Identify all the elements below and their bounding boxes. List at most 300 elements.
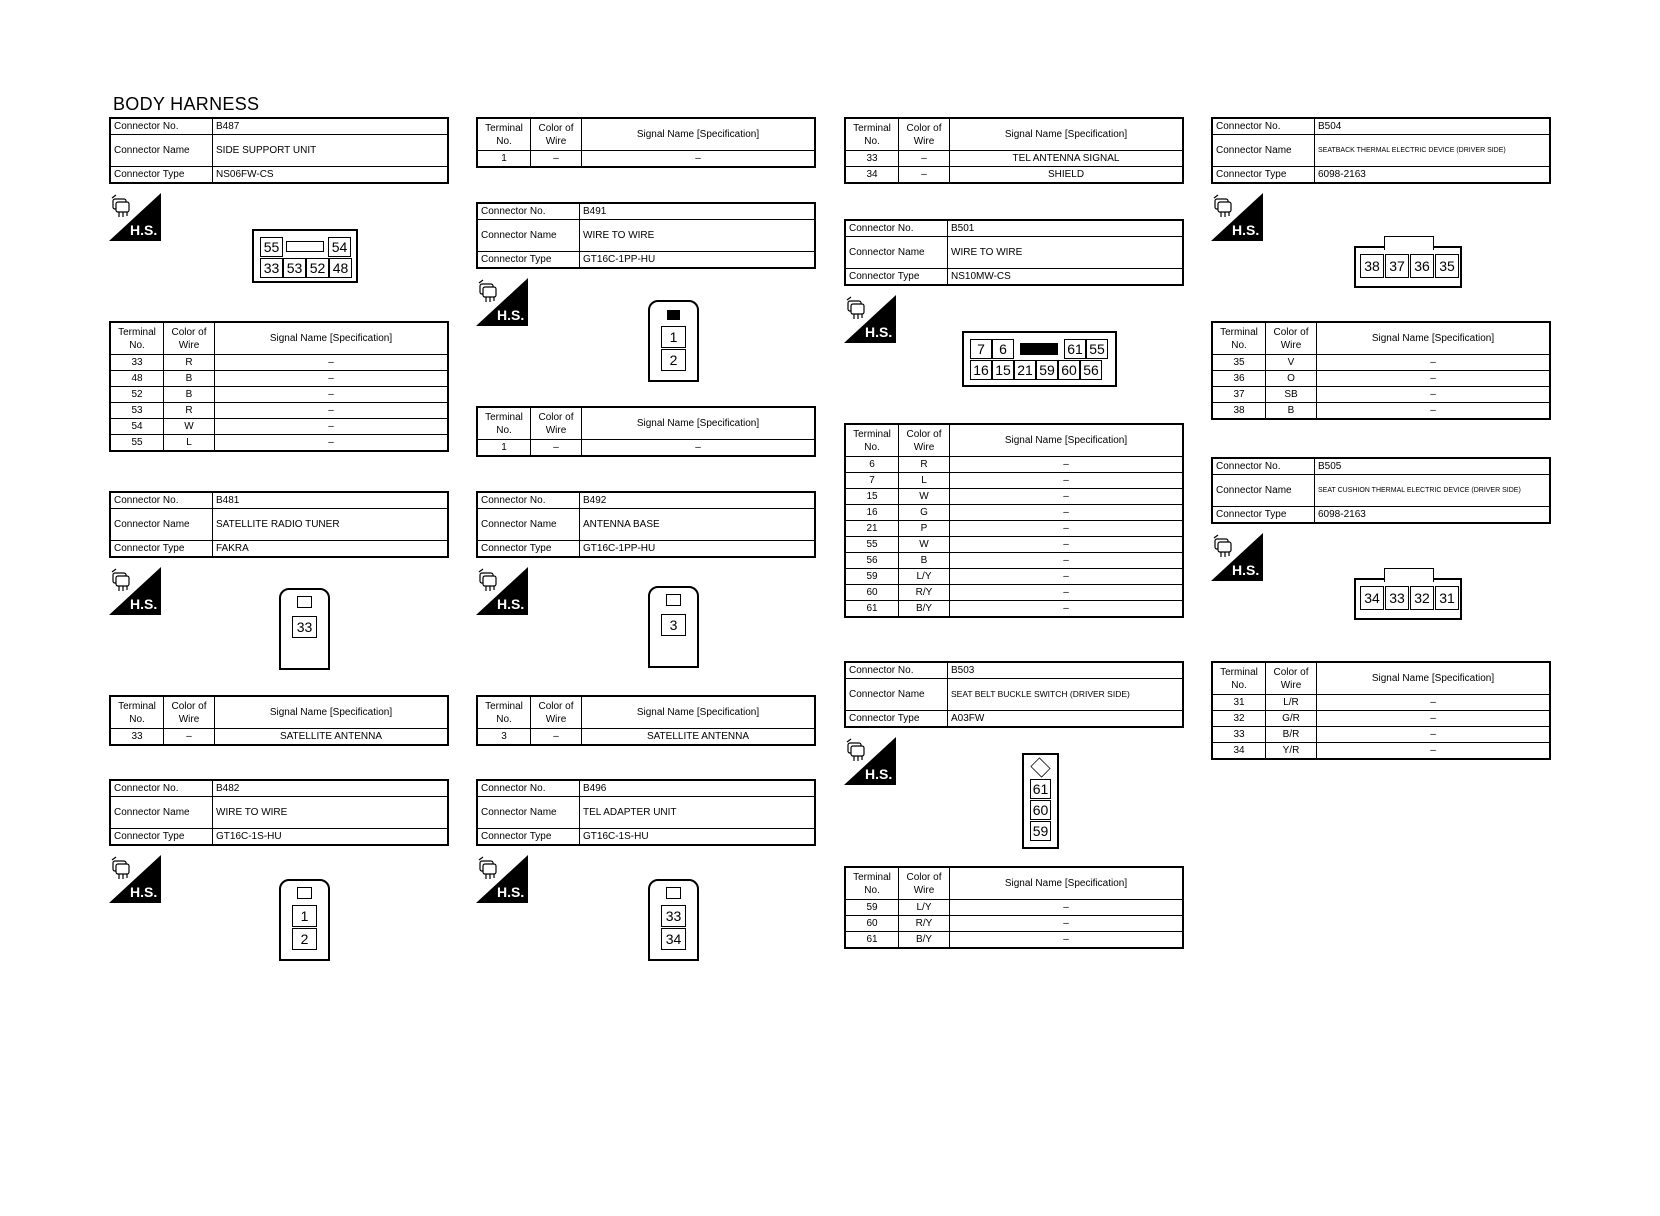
pin: 33 [1385,586,1409,610]
value: B487 [213,118,449,135]
value: B503 [948,662,1184,679]
header-signal: Signal Name [Specification] [582,407,816,440]
signal-name: – [950,932,1184,949]
header-signal: Signal Name [Specification] [215,696,449,729]
wire-color: P [899,521,950,537]
table-row [477,151,815,168]
value: NS10MW-CS [948,269,1184,286]
terminal-no: 60 [845,585,899,601]
terminal-no: 52 [110,387,164,403]
terminal-no: 55 [110,435,164,452]
terminal-no: 15 [845,489,899,505]
pin: 35 [1435,254,1459,278]
label: Connector No. [845,220,948,237]
wire-color: – [531,440,582,457]
signal-name: – [1317,743,1551,760]
pin: 7 [970,339,992,359]
pin: 48 [329,258,352,278]
connector-info-b504 [1211,117,1551,184]
pin: 54 [328,237,351,257]
wire-color: L [899,473,950,489]
terminal-no: 61 [845,932,899,949]
terminal-no: 61 [845,601,899,618]
connector-info-b503 [844,661,1184,728]
table-row [845,457,1183,473]
wire-color: Y/R [1266,743,1317,760]
label: Connector Name [845,237,948,269]
harness-side-icon [109,567,161,615]
wire-color: – [899,151,950,167]
signal-name: – [950,916,1184,932]
harness-side-icon [1211,193,1263,241]
label: Connector No. [845,662,948,679]
signal-name: – [950,900,1184,916]
table-row [110,435,448,452]
table-row [1212,387,1550,403]
header-color: Color of Wire [899,867,950,900]
signal-name: – [215,419,449,435]
wire-color: V [1266,355,1317,371]
terminal-no: 48 [110,371,164,387]
table-row [845,916,1183,932]
label: Connector Type [477,252,580,269]
wire-color: B [164,371,215,387]
pin: 34 [661,928,686,950]
key [667,310,680,320]
table-row [845,537,1183,553]
hs-label: H.S. [1232,562,1260,578]
value: SEAT CUSHION THERMAL ELECTRIC DEVICE (DRIVER SIDE) [1315,475,1551,507]
connector-info-b492 [476,491,816,558]
table-row [110,355,448,371]
pin: 59 [1030,821,1051,841]
header-terminal: Terminal No. [845,118,899,151]
table-row [110,387,448,403]
signal-name: SATELLITE ANTENNA [215,729,449,746]
wire-color: L [164,435,215,452]
wire-color: R/Y [899,585,950,601]
table-row [1212,355,1550,371]
header-signal: Signal Name [Specification] [1317,322,1551,355]
table-row [110,729,448,746]
label: Connector Name [477,220,580,252]
terminal-table-b497 [844,117,1184,184]
table-row [845,167,1183,184]
table-row [110,403,448,419]
label: Connector No. [110,780,213,797]
pin: 61 [1030,779,1051,799]
hs-label: H.S. [497,884,525,900]
label: Connector Name [845,679,948,711]
header-terminal: Terminal No. [845,867,899,900]
table-row [845,569,1183,585]
connector-face-b481 [279,588,330,670]
pin: 55 [260,237,283,257]
value: B501 [948,220,1184,237]
header-color: Color of Wire [899,424,950,457]
label: Connector Type [1212,167,1315,184]
harness-side-icon [844,295,896,343]
terminal-no: 3 [477,729,531,746]
header-color: Color of Wire [164,322,215,355]
signal-name: – [1317,387,1551,403]
label: Connector Name [110,509,213,541]
pin: 1 [292,905,317,927]
wire-color: – [899,167,950,184]
header-color: Color of Wire [164,696,215,729]
signal-name: – [215,403,449,419]
header-signal: Signal Name [Specification] [582,696,816,729]
table-row [845,505,1183,521]
header-signal: Signal Name [Specification] [582,118,816,151]
label: Connector Type [477,829,580,846]
header-terminal: Terminal No. [110,696,164,729]
signal-name: – [215,355,449,371]
wire-color: – [164,729,215,746]
terminal-table-b491 [476,406,816,457]
signal-name: – [1317,711,1551,727]
table-row [110,371,448,387]
table-row [845,932,1183,949]
terminal-table-b492 [476,695,816,746]
value: TEL ADAPTER UNIT [580,797,816,829]
terminal-table-b487 [109,321,449,452]
pin: 37 [1385,254,1409,278]
table-row [845,151,1183,167]
label: Connector No. [477,203,580,220]
value: B481 [213,492,449,509]
value: SEAT BELT BUCKLE SWITCH (DRIVER SIDE) [948,679,1184,711]
signal-name: – [215,435,449,452]
pin: 60 [1030,800,1051,820]
label: Connector Type [110,541,213,558]
label: Connector Name [110,797,213,829]
connector-face-b482 [279,879,330,961]
label: Connector Name [477,797,580,829]
connector-face-b492 [648,586,699,668]
value: B504 [1315,118,1551,135]
signal-name: – [1317,727,1551,743]
table-row [845,521,1183,537]
connector-face-b505 [1354,578,1462,620]
terminal-no: 32 [1212,711,1266,727]
wire-color: B/Y [899,601,950,618]
signal-name: – [950,457,1184,473]
value: WIRE TO WIRE [948,237,1184,269]
terminal-no: 53 [110,403,164,419]
pin: 6 [992,339,1014,359]
latch [286,241,324,252]
key [297,887,312,899]
wire-color: W [899,537,950,553]
table-row [1212,711,1550,727]
label: Connector No. [1212,118,1315,135]
value: SIDE SUPPORT UNIT [213,135,449,167]
terminal-no: 7 [845,473,899,489]
key [666,887,681,899]
terminal-table-b501 [844,423,1184,618]
hs-label: H.S. [1232,222,1260,238]
signal-name: – [1317,355,1551,371]
pin: 36 [1410,254,1434,278]
connector-info-b487 [109,117,449,184]
terminal-no: 31 [1212,695,1266,711]
value: B492 [580,492,816,509]
value: SEATBACK THERMAL ELECTRIC DEVICE (DRIVER SIDE) [1315,135,1551,167]
signal-name: TEL ANTENNA SIGNAL [950,151,1184,167]
pin: 33 [260,258,283,278]
harness-side-icon [476,855,528,903]
key [1020,343,1058,355]
table-row [1212,743,1550,760]
pin: 52 [306,258,329,278]
label: Connector No. [110,118,213,135]
label: Connector Type [845,269,948,286]
signal-name: – [950,489,1184,505]
pin: 56 [1080,360,1102,380]
terminal-no: 56 [845,553,899,569]
pin: 53 [283,258,306,278]
key [666,594,681,606]
terminal-no: 60 [845,916,899,932]
value: 6098-2163 [1315,507,1551,524]
connector-info-b482 [109,779,449,846]
label: Connector Name [1212,135,1315,167]
wire-color: SB [1266,387,1317,403]
wire-color: O [1266,371,1317,387]
signal-name: – [950,521,1184,537]
signal-name: SHIELD [950,167,1184,184]
terminal-no: 37 [1212,387,1266,403]
connector-face-b487 [252,229,358,283]
label: Connector No. [477,780,580,797]
header-color: Color of Wire [531,407,582,440]
signal-name: – [950,553,1184,569]
hs-label: H.S. [497,596,525,612]
header-terminal: Terminal No. [477,407,531,440]
pin: 61 [1064,339,1086,359]
label: Connector No. [477,492,580,509]
table-row [1212,695,1550,711]
terminal-no: 21 [845,521,899,537]
wire-color: G/R [1266,711,1317,727]
header-terminal: Terminal No. [477,118,531,151]
terminal-no: 1 [477,151,531,168]
pin: 3 [661,614,686,636]
table-row [845,900,1183,916]
wire-color: G [899,505,950,521]
label: Connector No. [110,492,213,509]
header-color: Color of Wire [899,118,950,151]
label: Connector Type [1212,507,1315,524]
hs-label: H.S. [865,324,893,340]
hs-label: H.S. [497,307,525,323]
connector-face-b496 [648,879,699,961]
harness-side-icon [476,278,528,326]
terminal-no: 38 [1212,403,1266,420]
value: GT16C-1PP-HU [580,252,816,269]
signal-name: – [950,537,1184,553]
table-row [477,440,815,457]
connector-face-b503 [1022,753,1059,849]
label: Connector Name [477,509,580,541]
signal-name: SATELLITE ANTENNA [582,729,816,746]
pin: 59 [1036,360,1058,380]
wire-color: L/R [1266,695,1317,711]
hs-label: H.S. [130,222,158,238]
value: SATELLITE RADIO TUNER [213,509,449,541]
signal-name: – [215,387,449,403]
label: Connector No. [1212,458,1315,475]
terminal-no: 34 [845,167,899,184]
terminal-no: 59 [845,900,899,916]
key [297,596,312,608]
value: B482 [213,780,449,797]
pin: 1 [661,326,686,348]
pin: 32 [1410,586,1434,610]
terminal-table-b483 [476,117,816,168]
header-signal: Signal Name [Specification] [950,424,1184,457]
terminal-no: 33 [110,729,164,746]
signal-name: – [582,440,816,457]
pin: 31 [1435,586,1459,610]
signal-name: – [215,371,449,387]
terminal-no: 54 [110,419,164,435]
hs-label: H.S. [865,766,893,782]
table-row [110,419,448,435]
harness-side-icon [476,567,528,615]
header-color: Color of Wire [1266,662,1317,695]
terminal-no: 1 [477,440,531,457]
terminal-no: 55 [845,537,899,553]
wire-color: L/Y [899,569,950,585]
wire-color: R/Y [899,916,950,932]
header-signal: Signal Name [Specification] [215,322,449,355]
terminal-table-b503 [844,866,1184,949]
terminal-table-b505 [1211,661,1551,760]
wire-color: R [164,355,215,371]
latch [1384,236,1434,250]
value: B491 [580,203,816,220]
table-row [477,729,815,746]
value: B496 [580,780,816,797]
pin: 21 [1014,360,1036,380]
pin: 16 [970,360,992,380]
signal-name: – [950,601,1184,618]
connector-info-b481 [109,491,449,558]
value: WIRE TO WIRE [580,220,816,252]
header-terminal: Terminal No. [1212,662,1266,695]
wire-color: – [531,729,582,746]
pin: 55 [1086,339,1108,359]
pin: 60 [1058,360,1080,380]
header-signal: Signal Name [Specification] [950,867,1184,900]
signal-name: – [950,569,1184,585]
connector-info-b496 [476,779,816,846]
pin: 38 [1360,254,1384,278]
terminal-no: 33 [1212,727,1266,743]
label: Connector Type [845,711,948,728]
pin: 15 [992,360,1014,380]
label: Connector Type [110,829,213,846]
wire-color: L/Y [899,900,950,916]
header-terminal: Terminal No. [110,322,164,355]
table-row [845,473,1183,489]
terminal-no: 6 [845,457,899,473]
table-row [1212,727,1550,743]
label: Connector Name [1212,475,1315,507]
table-row [845,553,1183,569]
header-color: Color of Wire [1266,322,1317,355]
value: A03FW [948,711,1184,728]
pin: 2 [661,349,686,371]
wire-color: B [1266,403,1317,420]
wire-color: R [899,457,950,473]
harness-side-icon [109,193,161,241]
signal-name: – [950,585,1184,601]
terminal-table-b504 [1211,321,1551,420]
value: GT16C-1PP-HU [580,541,816,558]
header-terminal: Terminal No. [845,424,899,457]
latch [1384,568,1434,582]
wire-color: W [899,489,950,505]
connector-info-b505 [1211,457,1551,524]
value: NS06FW-CS [213,167,449,184]
header-color: Color of Wire [531,118,582,151]
value: ANTENNA BASE [580,509,816,541]
pin: 33 [661,905,686,927]
harness-side-icon [1211,533,1263,581]
signal-name: – [950,473,1184,489]
header-terminal: Terminal No. [477,696,531,729]
label: Connector Type [477,541,580,558]
wire-color: B/Y [899,932,950,949]
terminal-no: 35 [1212,355,1266,371]
table-row [845,601,1183,618]
header-signal: Signal Name [Specification] [950,118,1184,151]
hs-label: H.S. [130,884,158,900]
header-color: Color of Wire [531,696,582,729]
terminal-no: 34 [1212,743,1266,760]
table-row [1212,403,1550,420]
wire-color: – [531,151,582,168]
connector-face-b501 [962,331,1117,387]
terminal-table-b481 [109,695,449,746]
wire-color: B/R [1266,727,1317,743]
terminal-no: 16 [845,505,899,521]
pin: 2 [292,928,317,950]
header-signal: Signal Name [Specification] [1317,662,1551,695]
terminal-no: 33 [845,151,899,167]
header-terminal: Terminal No. [1212,322,1266,355]
page-title: BODY HARNESS [113,94,260,114]
value: GT16C-1S-HU [580,829,816,846]
harness-side-icon [109,855,161,903]
pin: 33 [292,616,317,638]
table-row [845,585,1183,601]
terminal-no: 33 [110,355,164,371]
table-row [845,489,1183,505]
terminal-no: 36 [1212,371,1266,387]
pin: 34 [1360,586,1384,610]
wire-color: W [164,419,215,435]
harness-side-icon [844,737,896,785]
wire-color: R [164,403,215,419]
signal-name: – [1317,371,1551,387]
wire-color: B [899,553,950,569]
connector-info-b491 [476,202,816,269]
signal-name: – [582,151,816,168]
